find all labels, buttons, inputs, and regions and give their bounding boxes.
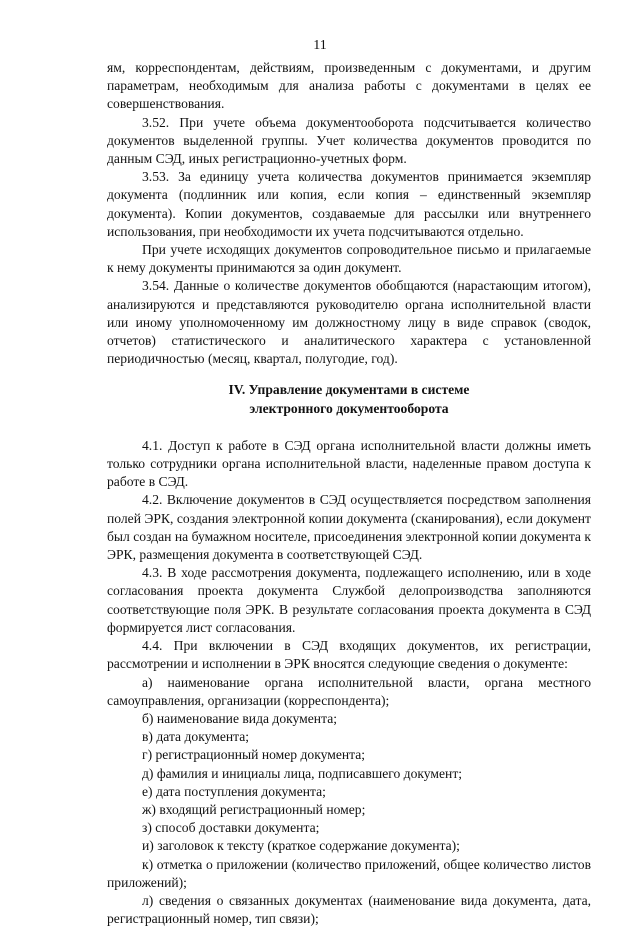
paragraph-4-3: 4.3. В ходе рассмотрения документа, подлежащего исполнению, или в ходе согласования проекта документа Службой делопроизводства заполняются соответствующие поля ЭРК. В результате согласования проекта документа в СЭД формируется лист согласования. [107,565,591,635]
list-item: ж) входящий регистрационный номер; [142,801,366,817]
document-body [107,59,591,928]
paragraph-3-52: 3.52. При учете объема документооборота подсчитывается количество документов выделенной группы. Учет количества документов проводится по данным СЭД, иных регистрационно-учетных форм. [107,114,591,167]
paragraph-3-54: 3.54. Данные о количестве документов обобщаются (нарастающим итогом), анализируются и представляются руководителю органа исполнительной власти или иному уполномоченному им должностному лицу в виде справок (сводок, отчетов) статистического и аналитического характера с установленной периодичностью (месяц, квартал, полугодие, год). [107,278,591,367]
paragraph-3-53: 3.53. За единицу учета количества документов принимается экземпляр документа (подлинник или копия, если копия – единственный экземпляр документа). Копии документов, создаваемые для рассылки или внутреннего использования, при необходимости их учета подсчитываются отдельно. [107,169,591,239]
list-item: д) фамилия и инициалы лица, подписавшего документ; [142,765,463,781]
section-heading [107,381,591,417]
paragraph-4-2: 4.2. Включение документов в СЭД осуществляется посредством заполнения полей ЭРК, создания электронной копии документа (сканирования), если документ был создан на бумажном носителе, присоединения электронной копии документа к ЭРК, размещения документа в соответствующей СЭД. [107,492,591,563]
list-item: г) регистрационный номер документа; [142,747,366,763]
list-item: к) отметка о приложении (количество приложений, общее количество листов приложений); [107,856,591,890]
list-item: и) заголовок к тексту (краткое содержание документа); [142,838,460,854]
paragraph-continuation: ям, корреспондентам, действиям, произведенным с документами, и другим параметрам, необходимым для анализа работы с документами в целях ее совершенствования. [107,60,591,112]
page-number: 11 [313,38,327,53]
paragraph-4-1: 4.1. Доступ к работе в СЭД органа исполнительной власти должны иметь только сотрудники органа исполнительной власти, наделенные правом доступа к работе в СЭД. [107,437,591,490]
list-item: в) дата документа; [142,729,250,745]
list-item: л) сведения о связанных документах (наименование вида документа, дата, регистрационный номер, тип связи); [107,892,591,927]
paragraph-4-4: 4.4. При включении в СЭД входящих документов, их регистрации, рассмотрении и исполнении в ЭРК вносятся следующие сведения о документе: [107,638,591,672]
paragraph-outgoing-docs: При учете исходящих документов сопроводительное письмо и прилагаемые к нему документы принимаются за один документ. [107,242,591,276]
list-item: е) дата поступления документа; [142,783,326,799]
list-item: б) наименование вида документа; [142,710,337,726]
list-item: а) наименование органа исполнительной власти, органа местного самоуправления, организации (корреспондента); [107,674,591,708]
section-heading-line1: IV. Управление документами в системе [228,382,470,398]
list-item: з) способ доставки документа; [142,820,320,836]
section-heading-line2: электронного документооборота [249,400,449,416]
